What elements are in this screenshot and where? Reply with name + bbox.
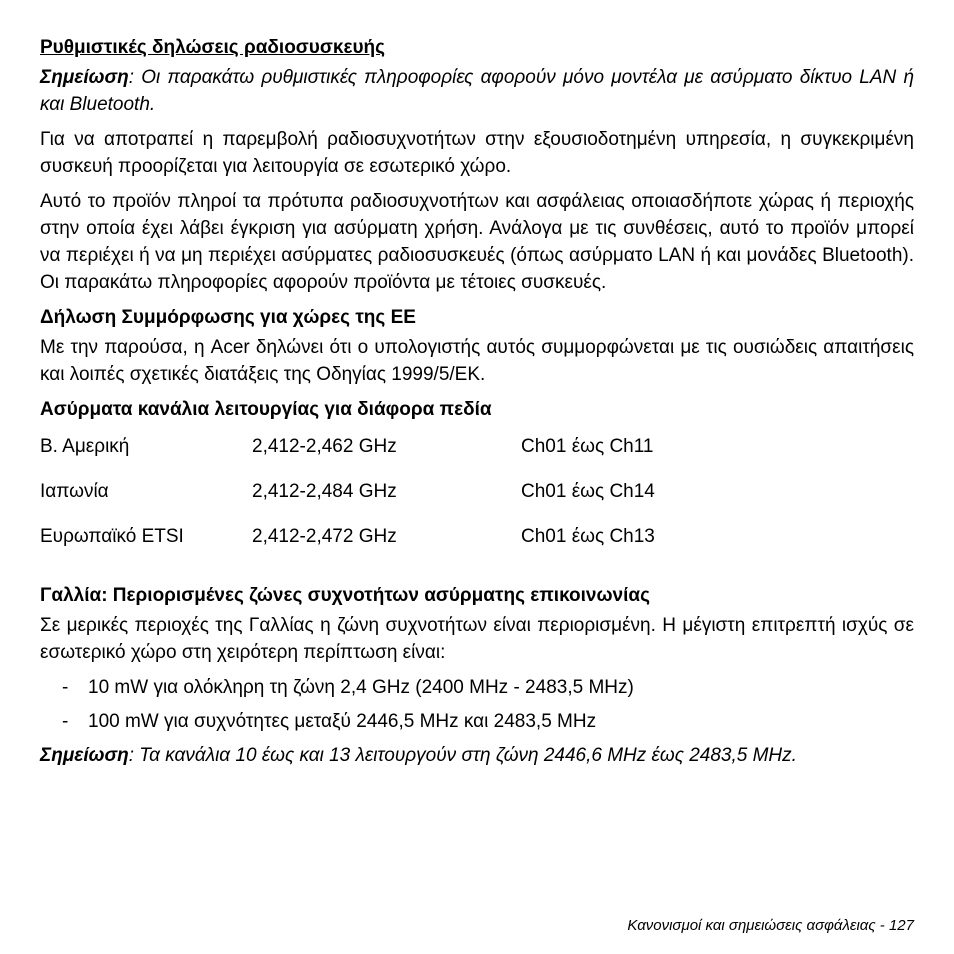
page-footer bbox=[627, 917, 914, 934]
list-dash: - bbox=[62, 711, 69, 732]
paragraph-acer-declaration: Με την παρούσα, η Acer δηλώνει ότι ο υπολογιστής αυτός συμμορφώνεται με τις ουσιώδεις απαιτήσεις και λοιπές σχετικές διατάξεις της Οδηγίας 1999/5/EK. bbox=[40, 337, 914, 385]
page-number: 127 bbox=[888, 917, 914, 934]
table-row bbox=[40, 523, 914, 568]
list-item-text: 10 mW για ολόκληρη τη ζώνη 2,4 GHz (2400 MHz - 2483,5 MHz) bbox=[88, 677, 634, 698]
footer-section-title: Κανονισμοί και σημειώσεις ασφάλειας - bbox=[627, 917, 885, 934]
list-item bbox=[40, 674, 914, 701]
list-item-text: 100 mW για συχνότητες μεταξύ 2446,5 MHz και 2483,5 MHz bbox=[88, 711, 597, 732]
heading-wireless-channels: Ασύρματα κανάλια λειτουργίας για διάφορα πεδία bbox=[40, 399, 492, 420]
channels-table bbox=[40, 433, 914, 568]
note-text: : Οι παρακάτω ρυθμιστικές πληροφορίες αφορούν μόνο μοντέλα με ασύρματο δίκτυο LAN ή και Bluetooth. bbox=[40, 67, 914, 115]
table-row bbox=[40, 433, 914, 478]
channels-cell: Ch01 έως Ch14 bbox=[521, 481, 655, 502]
list-dash: - bbox=[62, 677, 69, 698]
note-label: Σημείωση bbox=[40, 745, 129, 766]
frequency-cell: 2,412-2,472 GHz bbox=[252, 526, 397, 547]
note-label: Σημείωση bbox=[40, 67, 129, 88]
note-text: : Τα κανάλια 10 έως και 13 λειτουργούν στη ζώνη 2446,6 MHz έως 2483,5 MHz. bbox=[128, 745, 797, 766]
paragraph-france: Σε μερικές περιοχές της Γαλλίας η ζώνη συχνοτήτων είναι περιορισμένη. Η μέγιστη επιτρεπτή ισχύς σε εσωτερικό χώρο στη χειρότερη περίπτωση είναι: bbox=[40, 615, 914, 663]
frequency-cell: 2,412-2,462 GHz bbox=[252, 436, 397, 457]
paragraph-interference: Για να αποτραπεί η παρεμβολή ραδιοσυχνοτήτων στην εξουσιοδοτημένη υπηρεσία, η συγκεκριμένη συσκευή προορίζεται για λειτουργία σε εσωτερικό χώρο. bbox=[40, 129, 914, 177]
note-channels bbox=[40, 742, 914, 769]
heading-radio-declarations: Ρυθμιστικές δηλώσεις ραδιοσυσκευής bbox=[40, 37, 386, 58]
paragraph-standards: Αυτό το προϊόν πληροί τα πρότυπα ραδιοσυχνοτήτων και ασφάλειας οποιασδήποτε χώρας ή περιοχής στην οποία έχει λάβει έγκριση για ασύρματη χρήση. Ανάλογα με τις συνθέσεις, αυτό το προϊόν μπορεί να περιέχει ή να μη περιέχει ασύρματες ραδιοσυσκευές (όπως ασύρματο LAN ή και μονάδες Bluetooth). Οι παρακάτω πληροφορίες αφορούν προϊόντα με τέτοιες συσκευές. bbox=[40, 191, 914, 293]
heading-france-restrictions: Γαλλία: Περιορισμένες ζώνες συχνοτήτων ασύρματης επικοινωνίας bbox=[40, 585, 650, 606]
page-content bbox=[40, 34, 914, 777]
note-wireless-models bbox=[40, 64, 914, 118]
channels-cell: Ch01 έως Ch13 bbox=[521, 526, 655, 547]
frequency-cell: 2,412-2,484 GHz bbox=[252, 481, 397, 502]
power-limits-list bbox=[40, 674, 914, 735]
region-cell: Ευρωπαϊκό ETSI bbox=[40, 526, 184, 547]
region-cell: Β. Αμερική bbox=[40, 436, 130, 457]
channels-cell: Ch01 έως Ch11 bbox=[521, 436, 654, 457]
region-cell: Ιαπωνία bbox=[40, 481, 109, 502]
heading-eu-compliance: Δήλωση Συμμόρφωσης για χώρες της ΕΕ bbox=[40, 307, 416, 328]
list-item bbox=[40, 708, 914, 735]
table-row bbox=[40, 478, 914, 523]
